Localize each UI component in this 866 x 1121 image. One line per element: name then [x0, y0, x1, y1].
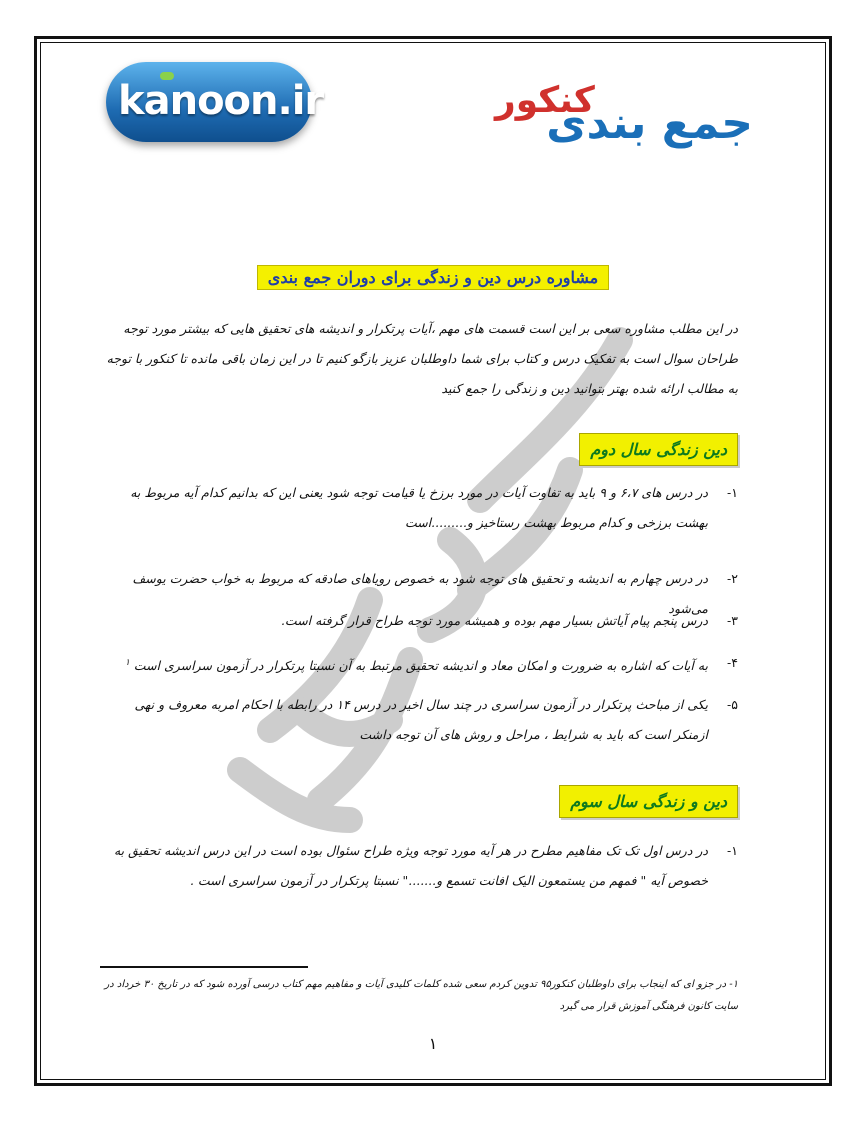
page-border-inner: [40, 42, 826, 1080]
list-item: ۵- یکی از مباحث پرتکرار در آزمون سراسری در چند سال اخیر در درس ۱۴ در رابطه با احکام امربه معروف و نهی ازمنکر است که باید به شرایط ، مراحل و روش های آن توجه داشت: [134, 697, 738, 742]
list-item: ۳- درس پنجم پیام آیاتش بسیار مهم بوده و همیشه مورد توجه طراح قرار گرفته است.: [280, 613, 738, 628]
list-item: ۱- در درس اول تک تک مفاهیم مطرح در هر آیه مورد توجه ویژه طراح سئوال بوده است در این درس اندیشه تحقیق به خصوص آیه " فمهم من یستمعون الیک افانت تسمع و......." نسبتا پرتکرار در آزمون سراسری است .: [113, 843, 738, 888]
kanoon-logo: kanoon.ir: [100, 58, 318, 146]
list-item: ۴- به آیات که اشاره به ضرورت و امکان معاد و اندیشه تحقیق مرتبط به آن نسبتا پرتکرار در آزمون سراسری است $^۱$: [124, 655, 738, 674]
jam-bandi-konkur-logo: کنکور جمع بندی: [495, 80, 753, 149]
document-title: مشاوره درس دین و زندگی برای دوران جمع بندی: [0, 268, 866, 287]
list-item: ۱- در درس های ۶،۷ و ۹ باید به تفاوت آیات در مورد برزخ یا قیامت توجه شود یعنی این که بدانیم کدام آیه مربوط به بهشت برزخی و کدام مربوط بهشت رستاخیز و.........است: [130, 485, 738, 530]
footnote: ۱- در جزو ای که اینجاب برای داوطلبان کنکور۹۵ تدوین کردم سعی شده کلمات کلیدی آیات و مفاهیم مهم کتاب درسی آورده شود که در تاریخ ۳۰ خرداد در سایت کانون فرهنگی آموزش قرار می گیرد: [104, 979, 738, 1012]
list-item: ۲- در درس چهارم به اندیشه و تحقیق های توجه شود به خصوص رویاهای صادقه که مربوط به خواب حضرت یوسف می‌شود: [132, 571, 738, 616]
page-number: ۱: [428, 1034, 438, 1053]
footnote-ref[interactable]: ۱: [124, 658, 130, 668]
footnote-divider: [100, 966, 308, 968]
section-heading-year2: دین زندگی سال دوم: [579, 433, 738, 466]
intro-paragraph: در این مطلب مشاوره سعی بر این است قسمت های مهم ،آیات پرتکرار و اندیشه های تحقیق هایی که بیشتر مورد توجه طراحان سوال است به تفکیک درس و کتاب برای شما داوطلبان عزیز بازگو کنیم تا در این زمان باقی مانده تا کنکور با توجه به مطالب ارائه شده بهتر بتوانید دین و زندگی را جمع کنید: [106, 321, 738, 396]
section-heading-year3: دین و زندگی سال سوم: [559, 785, 738, 818]
